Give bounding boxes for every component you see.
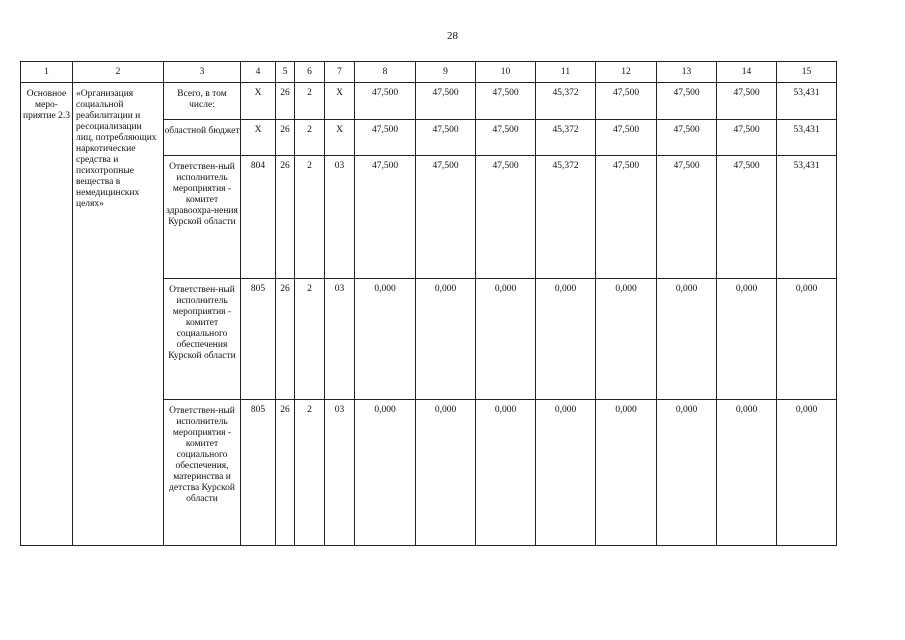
code-cell: 805 [241,279,276,400]
value-cell: 0,000 [657,400,717,546]
value-cell: 0,000 [596,279,657,400]
code-cell: 26 [276,400,295,546]
value-cell: 0,000 [777,400,837,546]
value-cell: 47,500 [596,120,657,156]
column-header: 6 [295,62,325,83]
code-cell: 03 [325,279,355,400]
value-cell: 0,000 [777,279,837,400]
column-header: 3 [164,62,241,83]
value-cell: 47,500 [596,156,657,279]
value-cell: 53,431 [777,156,837,279]
value-cell: 0,000 [717,400,777,546]
executor-cell: областной бюджет [164,120,241,156]
code-cell: 2 [295,279,325,400]
value-cell: 0,000 [416,400,476,546]
code-cell: Х [325,83,355,120]
value-cell: 47,500 [476,83,536,120]
column-header: 12 [596,62,657,83]
value-cell: 0,000 [476,279,536,400]
column-header: 2 [73,62,164,83]
value-cell: 47,500 [355,120,416,156]
value-cell: 47,500 [657,83,717,120]
code-cell: 03 [325,156,355,279]
value-cell: 47,500 [596,83,657,120]
column-header: 13 [657,62,717,83]
event-label-cell: Основное меро-приятие 2.3 [21,83,73,546]
executor-cell: Ответствен-ный исполнитель мероприятия - комитет социального обеспечения Курской области [164,279,241,400]
column-header: 4 [241,62,276,83]
value-cell: 0,000 [355,400,416,546]
page-number: 28 [447,30,458,42]
value-cell: 47,500 [717,120,777,156]
event-description-cell: «Организация социальной реабилитации и ресоциализации лиц, потребляющих наркотические средства и психотропные вещества в немедицинских целях» [73,83,164,546]
value-cell: 47,500 [416,83,476,120]
executor-cell: Ответствен-ный исполнитель мероприятия - комитет социального обеспечения, материнства и детства Курской области [164,400,241,546]
code-cell: 2 [295,400,325,546]
column-header: 8 [355,62,416,83]
value-cell: 47,500 [416,120,476,156]
code-cell: Х [241,120,276,156]
value-cell: 47,500 [717,156,777,279]
code-cell: 26 [276,120,295,156]
value-cell: 45,372 [536,120,596,156]
value-cell: 47,500 [657,156,717,279]
code-cell: Х [241,83,276,120]
column-header: 15 [777,62,837,83]
column-header: 5 [276,62,295,83]
executor-cell: Всего, в том числе: [164,83,241,120]
budget-table [20,61,837,546]
code-cell: 03 [325,400,355,546]
column-header: 7 [325,62,355,83]
value-cell: 53,431 [777,120,837,156]
column-header: 1 [21,62,73,83]
value-cell: 0,000 [416,279,476,400]
code-cell: 26 [276,279,295,400]
table-row [21,83,837,120]
executor-cell: Ответствен-ный исполнитель мероприятия - комитет здравоохра-нения Курской области [164,156,241,279]
value-cell: 0,000 [476,400,536,546]
code-cell: Х [325,120,355,156]
value-cell: 47,500 [416,156,476,279]
code-cell: 26 [276,156,295,279]
header-row [21,62,837,83]
value-cell: 0,000 [596,400,657,546]
value-cell: 47,500 [355,83,416,120]
value-cell: 45,372 [536,156,596,279]
value-cell: 47,500 [657,120,717,156]
value-cell: 47,500 [476,120,536,156]
value-cell: 0,000 [355,279,416,400]
value-cell: 45,372 [536,83,596,120]
value-cell: 0,000 [657,279,717,400]
column-header: 14 [717,62,777,83]
column-header: 11 [536,62,596,83]
code-cell: 2 [295,120,325,156]
column-header: 10 [476,62,536,83]
code-cell: 805 [241,400,276,546]
code-cell: 26 [276,83,295,120]
value-cell: 0,000 [536,279,596,400]
value-cell: 47,500 [717,83,777,120]
code-cell: 2 [295,83,325,120]
value-cell: 47,500 [355,156,416,279]
column-header: 9 [416,62,476,83]
value-cell: 47,500 [476,156,536,279]
value-cell: 0,000 [536,400,596,546]
code-cell: 804 [241,156,276,279]
value-cell: 53,431 [777,83,837,120]
code-cell: 2 [295,156,325,279]
value-cell: 0,000 [717,279,777,400]
